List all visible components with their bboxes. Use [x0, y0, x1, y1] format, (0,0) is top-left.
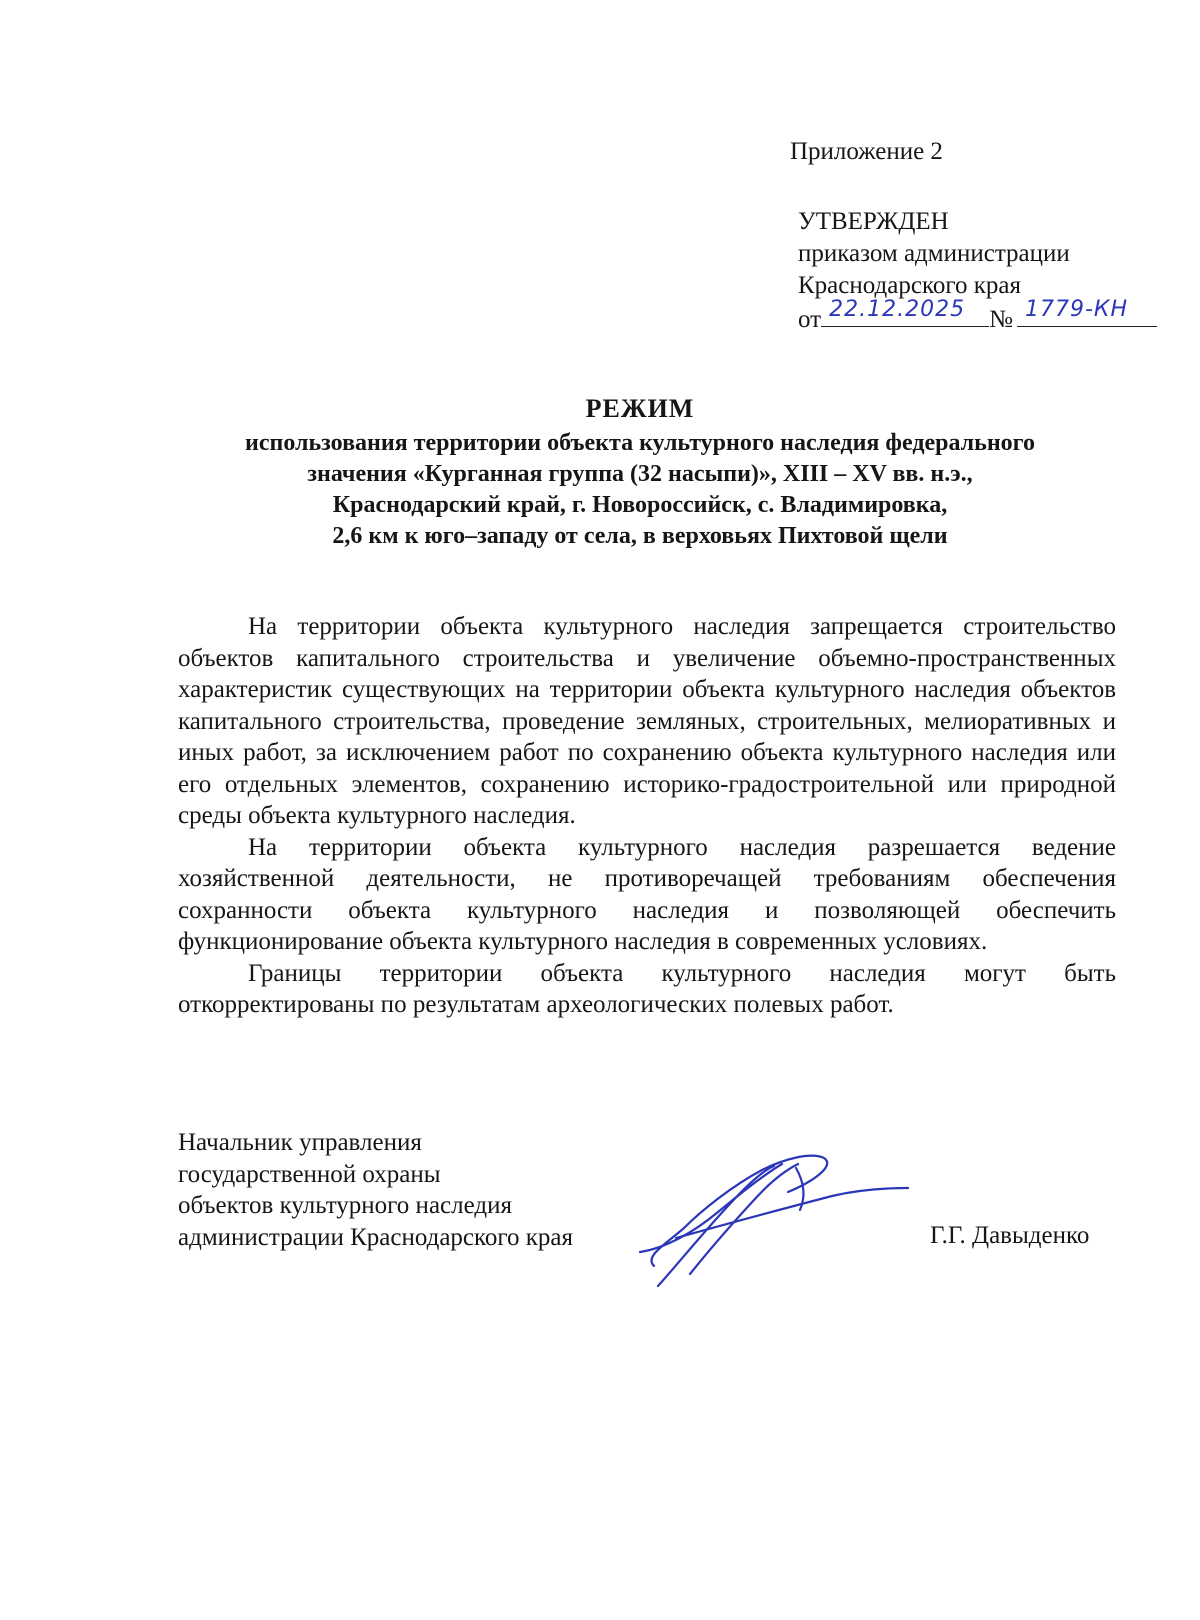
- handwritten-number: 1779-КН: [1024, 297, 1129, 322]
- title-line: Краснодарский край, г. Новороссийск, с. Владимировка,: [332, 492, 948, 518]
- number-field: [1017, 297, 1157, 327]
- number-prefix: №: [989, 306, 1013, 333]
- title-line: использования территории объекта культурного наследия федерального: [245, 430, 1035, 456]
- approval-date-number-line: [798, 297, 1157, 336]
- approval-stamp: [798, 206, 1157, 336]
- signer-position-line: администрации Краснодарского края: [178, 1223, 574, 1251]
- signer-position-line: государственной охраны: [178, 1160, 441, 1188]
- date-field: [821, 297, 989, 327]
- signer-position-line: объектов культурного наследия: [178, 1192, 512, 1219]
- title-line: 2,6 км к юго–западу от села, в верховьях Пихтовой щели: [332, 523, 948, 549]
- annex-label: Приложение 2: [790, 138, 943, 165]
- body-paragraph: На территории объекта культурного наследия запрещается строительство объектов капитального строительства и увеличение объемно-пространственных характеристик существующих на территории объекта культурного наследия объектов капитального строительства, проведение земляных, строительных, мелиоративных и иных работ, за исключением работ по сохранению объекта культурного наследия или его отдельных элементов, сохранению историко-градостроительной или природной среды объекта культурного наследия.: [178, 613, 1116, 829]
- approval-order-line: приказом администрации: [798, 240, 1070, 267]
- title-line: значения «Курганная группа (32 насыпи)», XIII – XV вв. н.э.,: [307, 461, 973, 487]
- handwritten-signature: [636, 1148, 916, 1288]
- signer-position-line: Начальник управления: [178, 1129, 422, 1156]
- signer-name: Г.Г. Давыденко: [930, 1222, 1090, 1249]
- approval-region-line: Краснодарского края: [798, 272, 1021, 299]
- handwritten-date: 22.12.2025: [829, 297, 966, 322]
- approval-heading: УТВЕРЖДЕН: [798, 208, 949, 235]
- signer-position: [178, 1127, 573, 1253]
- document-title: [150, 390, 1130, 552]
- body-paragraph: Границы территории объекта культурного наследия могут быть откорректированы по результатам археологических полевых работ.: [178, 959, 1116, 1018]
- document-body: [178, 611, 1116, 1021]
- date-prefix: от: [798, 306, 822, 333]
- title-main: РЕЖИМ: [585, 394, 695, 423]
- body-paragraph: На территории объекта культурного наследия разрешается ведение хозяйственной деятельности, не противоречащей требованиям обеспечения сохранности объекта культурного наследия и позволяющей обеспечить функционирование объекта культурного наследия в современных условиях.: [178, 833, 1116, 955]
